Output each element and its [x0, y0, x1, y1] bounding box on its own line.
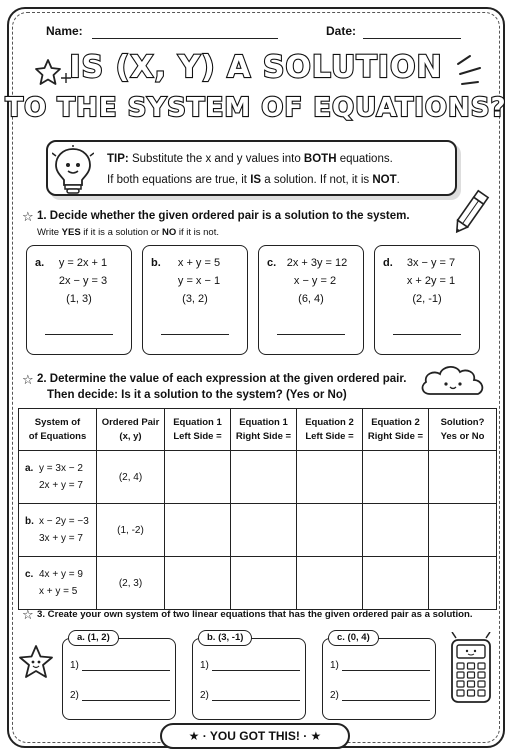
calculator-icon — [448, 632, 494, 706]
answer-line[interactable] — [342, 700, 430, 701]
ordered-pair: (1, 3) — [66, 293, 92, 305]
answer-line[interactable] — [342, 670, 430, 671]
line-number: 1) — [70, 660, 79, 671]
date-label: Date: — [326, 24, 357, 38]
q1-card-d — [374, 245, 480, 355]
q3-card-b-label: b. (3, -1) — [198, 630, 252, 646]
title-line-1: IS (X, Y) A SOLUTION — [69, 50, 443, 85]
answer-line[interactable] — [82, 700, 170, 701]
header-solution: Solution? Yes or No — [429, 409, 497, 451]
answer-cell[interactable] — [429, 504, 497, 557]
banner-star-icon: · ★ — [299, 729, 322, 743]
pencil-icon — [450, 188, 490, 238]
date-field[interactable] — [363, 38, 461, 39]
q1-title: 1. Decide whether the given ordered pair is a solution to the system. — [37, 210, 410, 222]
equation-1: 2x + 3y = 12 — [286, 257, 348, 269]
header-eq2-right: Equation 2 Right Side = — [363, 409, 429, 451]
answer-cell[interactable] — [297, 451, 363, 504]
equation-2: y = x − 1 — [177, 275, 221, 287]
answer-cell[interactable] — [165, 451, 231, 504]
star-bullet-icon: ☆ — [22, 209, 34, 224]
item-letter: a. — [35, 257, 45, 269]
name-label: Name: — [46, 24, 83, 38]
line-number: 2) — [70, 690, 79, 701]
item-letter: d. — [383, 257, 393, 269]
line-number: 1) — [330, 660, 339, 671]
equation-1: x + y = 5 — [177, 257, 221, 269]
equation-1: y = 2x + 1 — [58, 257, 108, 269]
answer-cell[interactable] — [363, 557, 429, 610]
answer-cell[interactable] — [231, 557, 297, 610]
system-cell: b. x − 2y = −3 3x + y = 7 — [19, 504, 97, 557]
title-line-2: TO THE SYSTEM OF EQUATIONS? — [5, 93, 507, 123]
answer-cell[interactable] — [363, 504, 429, 557]
q1-instructions: Write YES if it is a solution or NO if it is not. — [37, 227, 219, 238]
answer-cell[interactable] — [231, 451, 297, 504]
answer-cell[interactable] — [231, 504, 297, 557]
system-cell: a. y = 3x − 2 2x + y = 7 — [19, 451, 97, 504]
answer-line[interactable] — [277, 334, 345, 335]
pair-cell: (2, 3) — [97, 557, 165, 610]
ordered-pair: (2, -1) — [412, 293, 442, 305]
table-header-row — [19, 409, 497, 451]
tip-box — [46, 140, 457, 196]
answer-cell[interactable] — [297, 557, 363, 610]
table-row — [19, 504, 497, 557]
pair-cell: (2, 4) — [97, 451, 165, 504]
ordered-pair: (6, 4) — [298, 293, 324, 305]
tip-line-1: TIP: Substitute the x and y values into BOTH equations. — [107, 153, 393, 165]
header-eq2-left: Equation 2 Left Side = — [297, 409, 363, 451]
star-bullet-icon: ☆ — [22, 607, 34, 622]
item-letter: b. — [151, 257, 161, 269]
ordered-pair: (3, 2) — [182, 293, 208, 305]
q2-title: 2. Determine the value of each expression at the given ordered pair. — [37, 373, 407, 385]
table-row — [19, 557, 497, 610]
header-system: System of of Equations — [19, 409, 97, 451]
q3-title: 3. Create your own system of two linear equations that has the given ordered pair as a solution. — [37, 609, 473, 620]
header-eq1-left: Equation 1 Left Side = — [165, 409, 231, 451]
answer-cell[interactable] — [165, 557, 231, 610]
answer-cell[interactable] — [429, 557, 497, 610]
answer-cell[interactable] — [165, 504, 231, 557]
answer-line[interactable] — [161, 334, 229, 335]
answer-line[interactable] — [45, 334, 113, 335]
q2-table — [18, 408, 497, 610]
q1-card-b — [142, 245, 248, 355]
line-number: 1) — [200, 660, 209, 671]
answer-line[interactable] — [212, 670, 300, 671]
q3-card-c — [322, 638, 436, 720]
item-letter: c. — [267, 257, 277, 269]
equation-2: x + 2y = 1 — [406, 275, 456, 287]
equation-2: 2x − y = 3 — [58, 275, 108, 287]
line-number: 2) — [200, 690, 209, 701]
tip-line-2: If both equations are true, it IS a solution. If not, it is NOT. — [107, 174, 400, 186]
q3-card-a — [62, 638, 176, 720]
q3-card-a-label: a. (1, 2) — [68, 630, 119, 646]
line-number: 2) — [330, 690, 339, 701]
q1-card-a — [26, 245, 132, 355]
star-bullet-icon: ☆ — [22, 372, 34, 387]
answer-cell[interactable] — [429, 451, 497, 504]
header-ordered-pair: Ordered Pair (x, y) — [97, 409, 165, 451]
cloud-icon — [418, 360, 488, 398]
header-eq1-right: Equation 1 Right Side = — [231, 409, 297, 451]
footer-banner — [160, 723, 350, 749]
pair-cell: (1, -2) — [97, 504, 165, 557]
q2-subtitle: Then decide: Is it a solution to the system? (Yes or No) — [47, 389, 347, 401]
equation-1: 3x − y = 7 — [406, 257, 456, 269]
smiling-star-icon — [18, 644, 54, 680]
name-field[interactable] — [92, 38, 278, 39]
answer-line[interactable] — [393, 334, 461, 335]
q3-card-c-label: c. (0, 4) — [328, 630, 379, 646]
system-cell: c. 4x + y = 9 x + y = 5 — [19, 557, 97, 610]
lightbulb-icon — [52, 145, 94, 197]
q1-card-c — [258, 245, 364, 355]
q3-card-b — [192, 638, 306, 720]
banner-star-icon: ★ · — [188, 729, 210, 743]
answer-cell[interactable] — [363, 451, 429, 504]
equation-2: x − y = 2 — [293, 275, 337, 287]
table-row — [19, 451, 497, 504]
answer-line[interactable] — [82, 670, 170, 671]
banner-text: YOU GOT THIS! — [209, 729, 300, 743]
answer-cell[interactable] — [297, 504, 363, 557]
answer-line[interactable] — [212, 700, 300, 701]
